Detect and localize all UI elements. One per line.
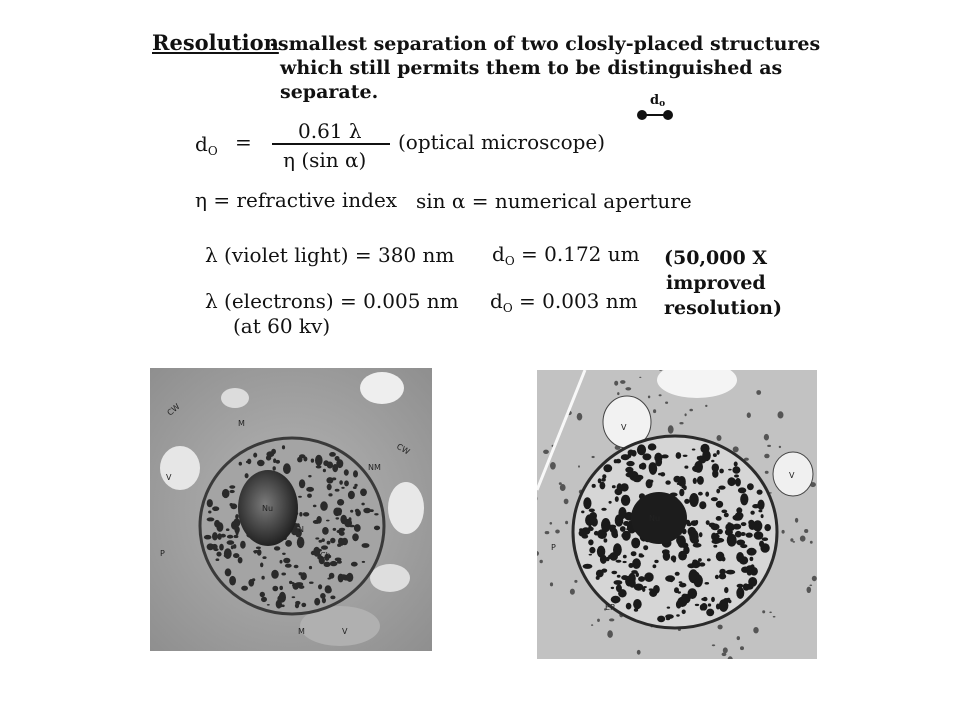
svg-text:CW: CW [165, 401, 182, 418]
formula-numerator: 0.61 λ [298, 119, 362, 143]
improvement-line-3: resolution) [664, 297, 782, 319]
formula-equals: = [235, 130, 252, 154]
diagram-label: do [650, 93, 666, 109]
improvement-line-1: (50,000 X [664, 247, 768, 269]
svg-text:V: V [789, 471, 795, 480]
eta-definition: η = refractive index [195, 188, 398, 212]
improvement-line-2: improved [666, 272, 766, 294]
svg-text:P: P [160, 549, 165, 558]
svg-text:ER: ER [605, 603, 616, 612]
svg-text:N: N [298, 525, 304, 534]
electron-micrograph [537, 370, 817, 659]
svg-text:P: P [551, 543, 556, 552]
sin-definition: sin α = numerical aperture [416, 189, 692, 213]
kv-note: (at 60 kv) [233, 314, 331, 338]
lambda-electrons: λ (electrons) = 0.005 nm [205, 289, 459, 313]
svg-text:M: M [298, 627, 305, 636]
d-electrons: $d_O = 0.003$ nm [490, 289, 638, 315]
formula-lhs: $d_O$ [195, 132, 218, 158]
formula-note: (optical microscope) [398, 130, 606, 154]
micrograph-label: Nu [262, 504, 274, 513]
lambda-violet: λ (violet light) = 380 nm [205, 243, 455, 267]
d-violet: $d_O = 0.172$ um [492, 242, 640, 268]
fraction-bar [272, 143, 390, 145]
svg-text:CW: CW [395, 441, 412, 457]
svg-text:M: M [238, 419, 245, 428]
definition-line-3: separate. [280, 81, 379, 103]
svg-text:V: V [621, 423, 627, 432]
svg-text:Nu: Nu [649, 514, 661, 523]
formula-denominator: η (sin α) [283, 148, 367, 172]
separation-diagram [636, 108, 676, 122]
svg-text:NM: NM [368, 463, 381, 472]
svg-text:V: V [342, 627, 348, 636]
heading-resolution: Resolution [152, 30, 279, 55]
svg-text:V: V [166, 473, 172, 482]
light-micrograph [150, 368, 432, 651]
definition-line-1: -smallest separation of two closly-placed structures [270, 33, 821, 55]
svg-text:Ch: Ch [320, 551, 331, 560]
definition-line-2: which still permits them to be distinguished as [280, 57, 783, 79]
